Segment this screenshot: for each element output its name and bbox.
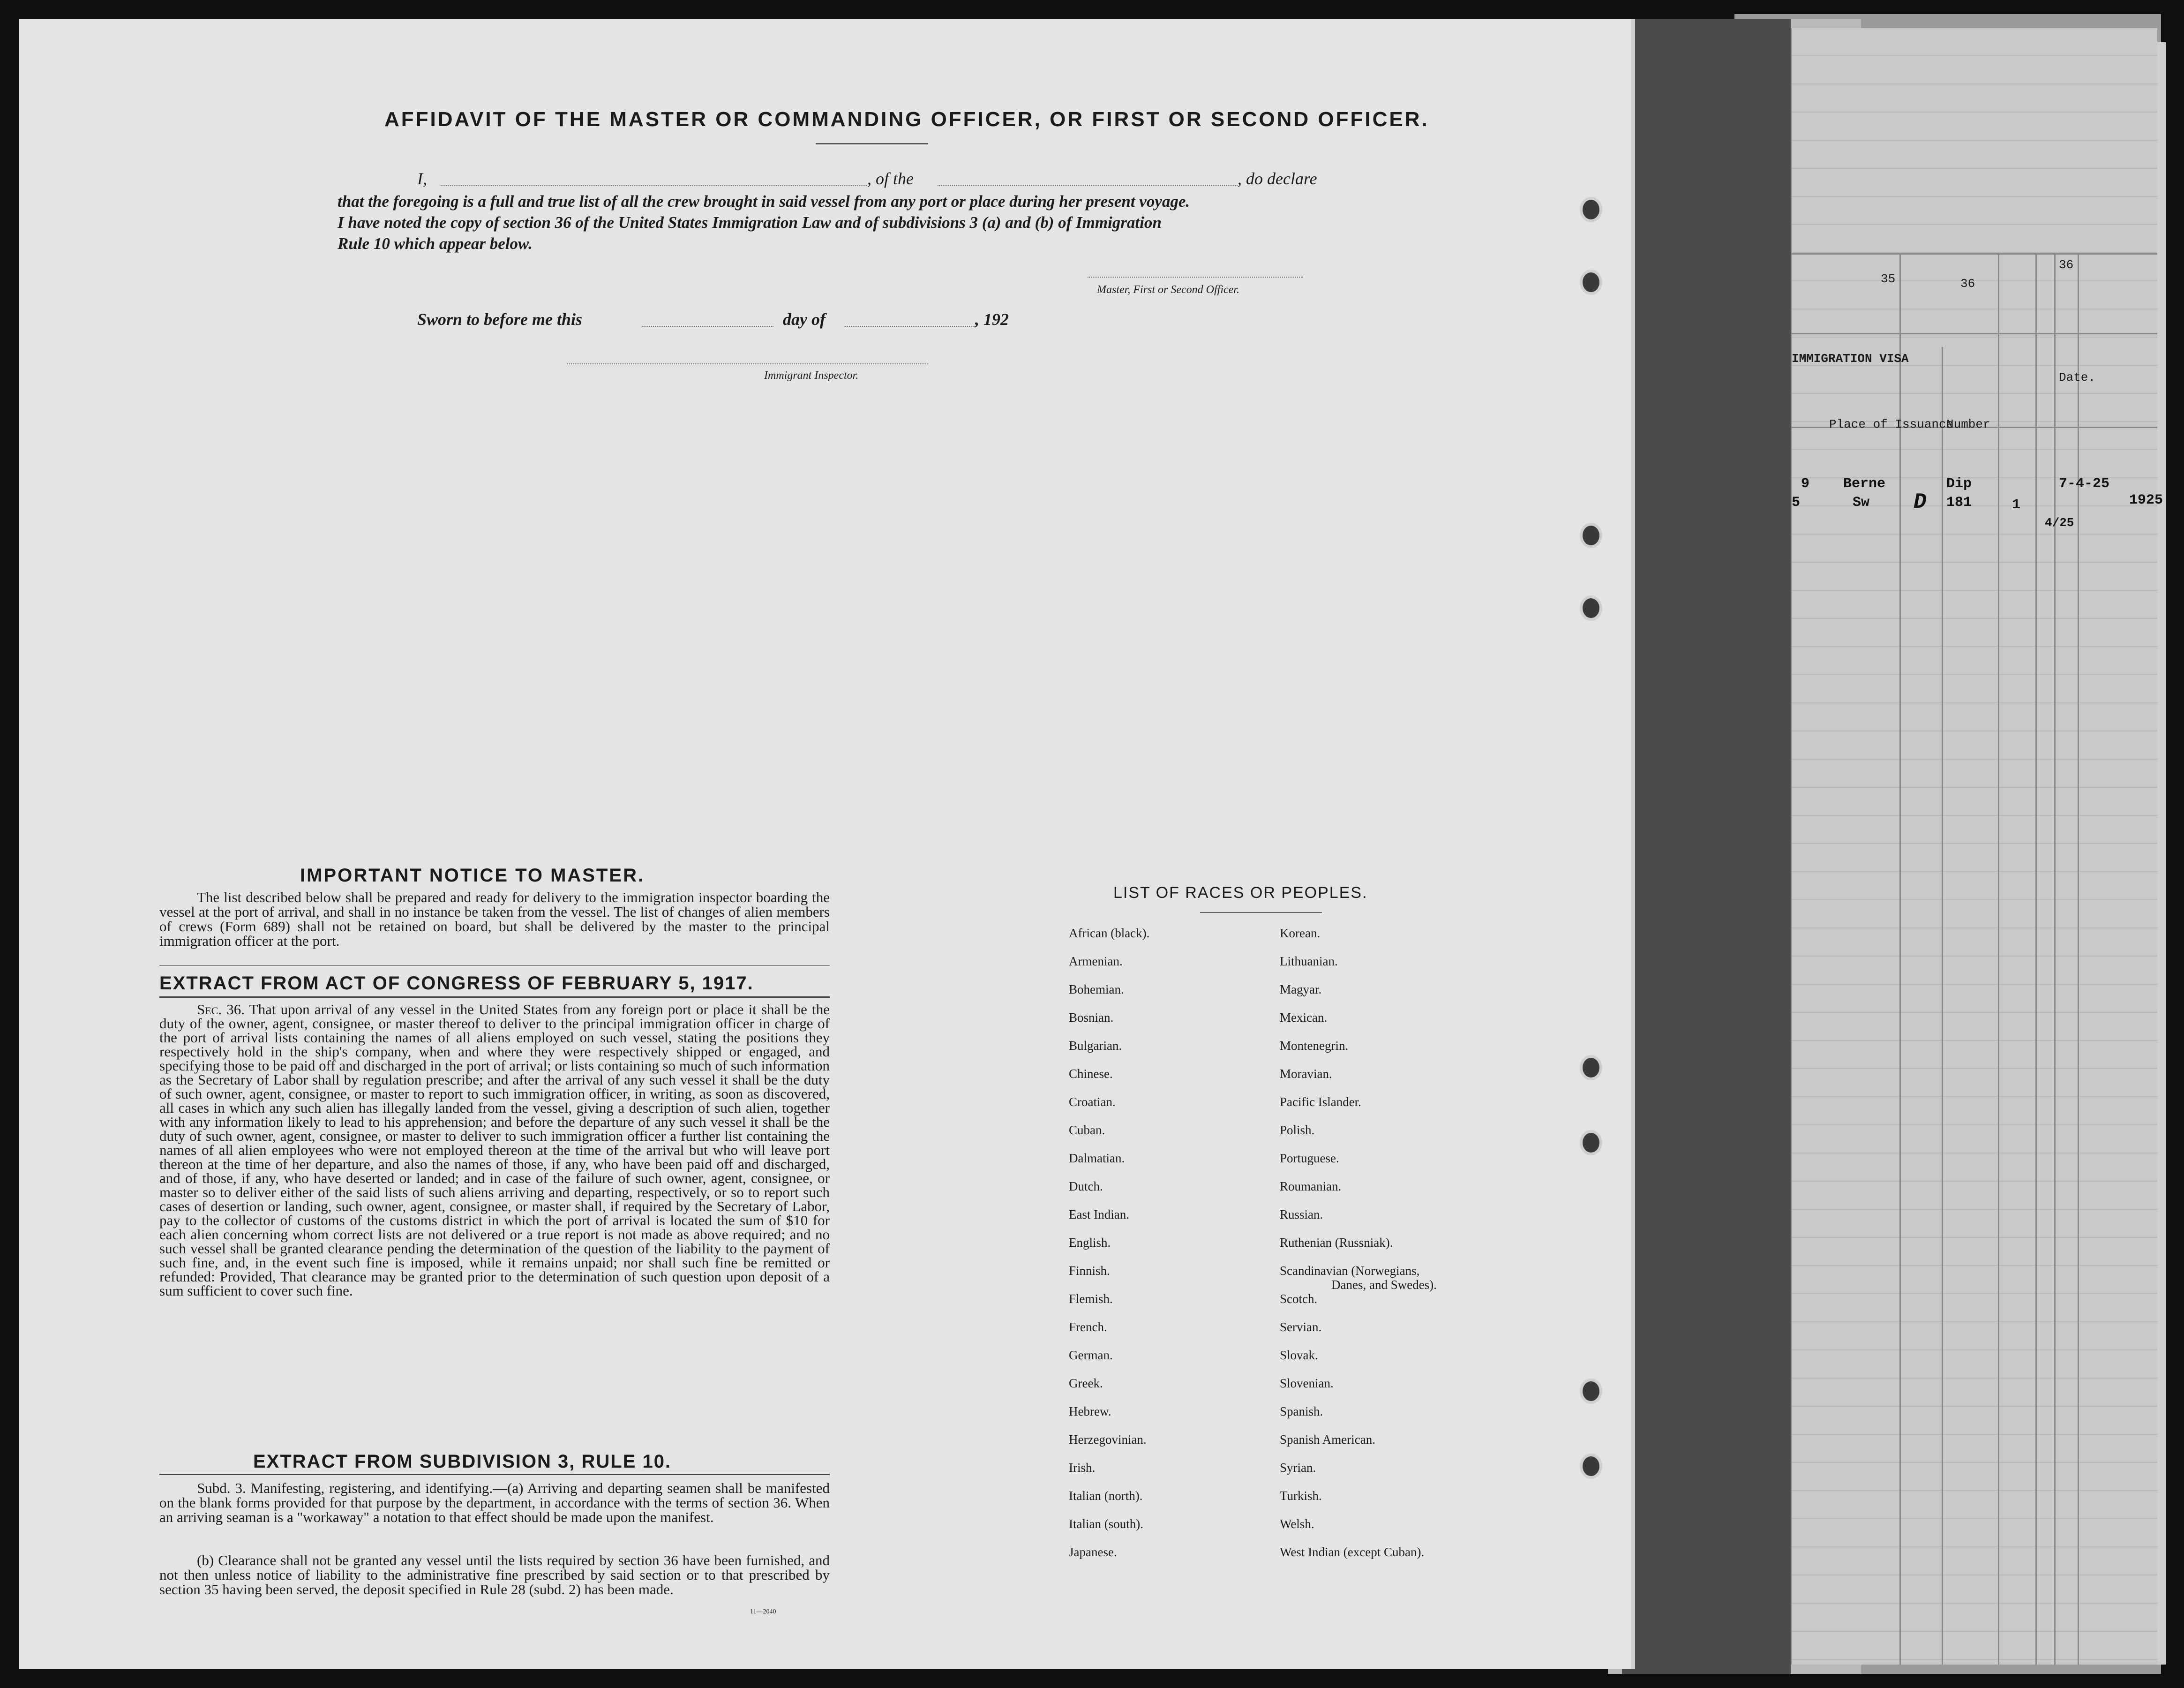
place-of-issuance-header: Place of Issuance bbox=[1829, 417, 1954, 431]
crew-list-ledger bbox=[1791, 28, 2163, 1665]
inspector-signature-line bbox=[567, 363, 928, 364]
ledger-entry-date: 4/25 bbox=[2045, 516, 2074, 530]
race-item: Montenegrin. bbox=[1280, 1039, 1349, 1053]
ledger-entry-number: 181 bbox=[1946, 495, 1972, 511]
race-item: Scandinavian (Norwegians, bbox=[1280, 1264, 1420, 1278]
ledger-column-divider bbox=[2054, 253, 2056, 1665]
ledger-column-divider bbox=[1942, 347, 1943, 1665]
rule-subdivision-b: (b) Clearance shall not be granted any vessel until the lists required by section 36 have been furnished, and not then unless notice of liability to the administrative fine prescribed by said section or to that prescribed by section 35 having been served, the deposit specified in Rule 28 (subd. 2) has been made. bbox=[159, 1552, 830, 1598]
master-signature-label: Master, First or Second Officer. bbox=[1097, 284, 1239, 296]
ledger-rule bbox=[1792, 253, 2157, 255]
year-label: , 192 bbox=[975, 310, 1009, 329]
race-item: Irish. bbox=[1069, 1461, 1096, 1475]
affidavit-title: AFFIDAVIT OF THE MASTER OR COMMANDING OFFICER, OR FIRST OR SECOND OFFICER. bbox=[384, 108, 1429, 131]
race-item: Moravian. bbox=[1280, 1067, 1332, 1081]
date-header: Date. bbox=[2059, 370, 2096, 384]
column-number-36-date: 36 bbox=[2059, 258, 2074, 272]
ledger-rule bbox=[1792, 333, 2157, 334]
race-item: Armenian. bbox=[1069, 954, 1123, 968]
race-item: Servian. bbox=[1280, 1320, 1322, 1334]
punch-hole bbox=[1580, 1130, 1602, 1155]
race-item: Dutch. bbox=[1069, 1179, 1103, 1193]
immigration-visa-header: IMMIGRATION VISA bbox=[1792, 352, 1909, 366]
race-item: Ruthenian (Russniak). bbox=[1280, 1236, 1393, 1250]
ledger-entry-year: 1925 bbox=[2129, 492, 2163, 508]
notice-title: IMPORTANT NOTICE TO MASTER. bbox=[300, 865, 645, 886]
do-declare-label: , do declare bbox=[1238, 169, 1317, 188]
i-label: I, bbox=[417, 169, 427, 188]
race-item: Spanish. bbox=[1280, 1404, 1323, 1418]
section-divider bbox=[159, 996, 830, 998]
race-item: Mexican. bbox=[1280, 1010, 1328, 1025]
punch-hole bbox=[1580, 1454, 1602, 1479]
punch-hole bbox=[1580, 595, 1602, 621]
race-item: Roumanian. bbox=[1280, 1179, 1342, 1193]
ledger-column-divider bbox=[1998, 253, 1999, 1665]
races-title: LIST OF RACES OR PEOPLES. bbox=[1113, 884, 1368, 902]
name-blank-line bbox=[441, 185, 867, 186]
race-item: Turkish. bbox=[1280, 1489, 1322, 1503]
race-item: Russian. bbox=[1280, 1207, 1323, 1221]
race-item: Slovenian. bbox=[1280, 1376, 1334, 1390]
race-item: Lithuanian. bbox=[1280, 954, 1338, 968]
inspector-label: Immigrant Inspector. bbox=[764, 369, 859, 382]
section-36-body: That upon arrival of any vessel in the United States from any foreign port or place it shall be the duty of the owner, agent, consignee, or master thereof to deliver to the principal immigration officer in charge of the port of arrival lists containing the names of all aliens employed on such vessel, stating the positions they respectively hold in the ship's company, when and where they were respectively shipped or engaged, and specifying those to be paid off and discharged in the port of arrival; or lists containing so much of such information as the Secretary of Labor shall by regulation prescribe; and after the arrival of any such vessel it shall be the duty of such owner, agent, consignee, or master to report to such immigration officer, in writing, as soon as discovered, all cases in which any such alien has illegally landed from the vessel, giving a description of such alien, together with any information likely to lead to his apprehension; and before the departure of any such vessel it shall be the duty of such owner, agent, consignee, or master to deliver to such immigration officer a further list containing the names of all alien employees who were not employed thereon at the time of the arrival but who will leave port thereon at the time of her departure, and also the names of those, if any, who have been paid off and discharged, and of those, if any, who have deserted or landed; and in case of the failure of such owner, agent, consignee, or master so to deliver either of the said lists of such aliens arriving and departing, respectively, or so to report such cases of desertion or landing, such owner, agent, consignee, or master shall, if required by the Secretary of Labor, pay to the collector of customs of the customs district in which the port of arrival is located the sum of $10 for each alien concerning whom correct lists are not delivered or a true report is not made as above required; and no such vessel shall be granted clearance pending the determination of the question of the liability to the payment of such fine, and, in the event such fine is imposed, while it remains unpaid; nor shall such fine be remitted or refunded: Provided, That clearance may be granted prior to the determination of such question upon deposit of a sum sufficient to cover such fine. bbox=[159, 1001, 830, 1299]
punch-hole bbox=[1580, 1379, 1602, 1404]
ledger-entry: 5 bbox=[1792, 495, 1801, 511]
race-item: Hebrew. bbox=[1069, 1404, 1111, 1418]
rule-extract-title: EXTRACT FROM SUBDIVISION 3, RULE 10. bbox=[253, 1451, 672, 1472]
race-item: Portuguese. bbox=[1280, 1151, 1339, 1165]
ledger-entry-place: Sw bbox=[1853, 495, 1870, 511]
race-item: English. bbox=[1069, 1236, 1111, 1250]
number-header: Number bbox=[1946, 417, 1990, 431]
punch-hole bbox=[1580, 523, 1602, 548]
race-item: Cuban. bbox=[1069, 1123, 1105, 1137]
of-the-label: , of the bbox=[867, 169, 914, 188]
ledger-entry-mark: D bbox=[1914, 490, 1927, 514]
race-item: Pacific Islander. bbox=[1280, 1095, 1361, 1109]
affidavit-page bbox=[19, 19, 1631, 1669]
form-number: 11—2040 bbox=[750, 1608, 776, 1615]
sworn-day-blank-line bbox=[642, 326, 773, 327]
ledger-entry-place: Berne bbox=[1843, 476, 1886, 492]
race-item: Slovak. bbox=[1280, 1348, 1318, 1362]
race-item: French. bbox=[1069, 1320, 1107, 1334]
punch-hole bbox=[1580, 270, 1602, 295]
race-item: Polish. bbox=[1280, 1123, 1315, 1137]
section-divider bbox=[159, 1474, 830, 1475]
race-item: Bulgarian. bbox=[1069, 1039, 1122, 1053]
title-rule bbox=[816, 143, 928, 144]
race-item: West Indian (except Cuban). bbox=[1280, 1545, 1425, 1559]
race-item: Bosnian. bbox=[1069, 1010, 1114, 1025]
race-item: East Indian. bbox=[1069, 1207, 1129, 1221]
race-item: Scotch. bbox=[1280, 1292, 1318, 1306]
punch-hole bbox=[1580, 197, 1602, 222]
ledger-entry-date: 7-4-25 bbox=[2059, 476, 2110, 492]
ledger-column-divider bbox=[2078, 253, 2079, 1665]
column-number-36: 36 bbox=[1960, 277, 1975, 291]
race-item: Magyar. bbox=[1280, 982, 1322, 996]
races-title-rule bbox=[1200, 912, 1322, 913]
race-item: Dalmatian. bbox=[1069, 1151, 1125, 1165]
race-item: Japanese. bbox=[1069, 1545, 1117, 1559]
race-item: Welsh. bbox=[1280, 1517, 1314, 1531]
race-item: Danes, and Swedes). bbox=[1331, 1278, 1437, 1292]
act-extract-title: EXTRACT FROM ACT OF CONGRESS OF FEBRUARY 5, 1917. bbox=[159, 973, 754, 994]
act-section-36-text bbox=[159, 1002, 830, 1298]
ledger-column-divider bbox=[1899, 253, 1901, 1665]
race-item: Greek. bbox=[1069, 1376, 1103, 1390]
day-of-label: day of bbox=[783, 310, 826, 329]
sworn-month-blank-line bbox=[844, 326, 975, 327]
declaration-line-2: that the foregoing is a full and true list of all the crew brought in said vessel from any port or place during her present voyage. bbox=[338, 192, 1190, 211]
punch-hole bbox=[1580, 1055, 1602, 1080]
race-item: Flemish. bbox=[1069, 1292, 1113, 1306]
race-item: Syrian. bbox=[1280, 1461, 1316, 1475]
dark-folded-page bbox=[1622, 19, 1791, 1674]
race-item: Korean. bbox=[1280, 926, 1321, 940]
race-item: Italian (south). bbox=[1069, 1517, 1143, 1531]
race-item: Croatian. bbox=[1069, 1095, 1116, 1109]
section-label: Sec. 36. bbox=[197, 1001, 245, 1017]
race-item: Herzegovinian. bbox=[1069, 1432, 1147, 1447]
race-item: African (black). bbox=[1069, 926, 1150, 940]
notice-body: The list described below shall be prepared and ready for delivery to the immigration inspector boarding the vessel at the port of arrival, and shall in no instance be taken from the vessel. The list of changes of alien members of crews (Form 689) shall not be retained on board, but shall be delivered by the master to the principal immigration officer at the port. bbox=[159, 889, 830, 949]
master-signature-line bbox=[1088, 277, 1303, 278]
sworn-label: Sworn to before me this bbox=[417, 310, 583, 329]
ledger-entry-number: Dip bbox=[1946, 476, 1972, 492]
race-item: Italian (north). bbox=[1069, 1489, 1143, 1503]
race-item: Spanish American. bbox=[1280, 1432, 1375, 1447]
race-item: German. bbox=[1069, 1348, 1113, 1362]
rule-subdivision-a: Subd. 3. Manifesting, registering, and identifying.—(a) Arriving and departing seamen shall be manifested on the blank forms provided for that purpose by the department, in accordance with the terms of section 36. When an arriving seaman is a "workaway" a notation to that effect should be made upon the manifest. bbox=[159, 1480, 830, 1525]
declaration-line-4: Rule 10 which appear below. bbox=[338, 234, 533, 253]
vessel-blank-line bbox=[938, 185, 1238, 186]
race-item: Chinese. bbox=[1069, 1067, 1113, 1081]
race-item: Finnish. bbox=[1069, 1264, 1110, 1278]
ledger-entry: 9 bbox=[1801, 476, 1810, 492]
ledger-column-divider bbox=[2035, 253, 2037, 1665]
section-divider bbox=[159, 965, 830, 966]
column-number-35: 35 bbox=[1881, 272, 1896, 286]
declaration-line-3: I have noted the copy of section 36 of the United States Immigration Law and of subdivisions 3 (a) and (b) of Immigration bbox=[338, 213, 1162, 232]
race-item: Bohemian. bbox=[1069, 982, 1124, 996]
ledger-entry: 1 bbox=[2012, 497, 2021, 513]
